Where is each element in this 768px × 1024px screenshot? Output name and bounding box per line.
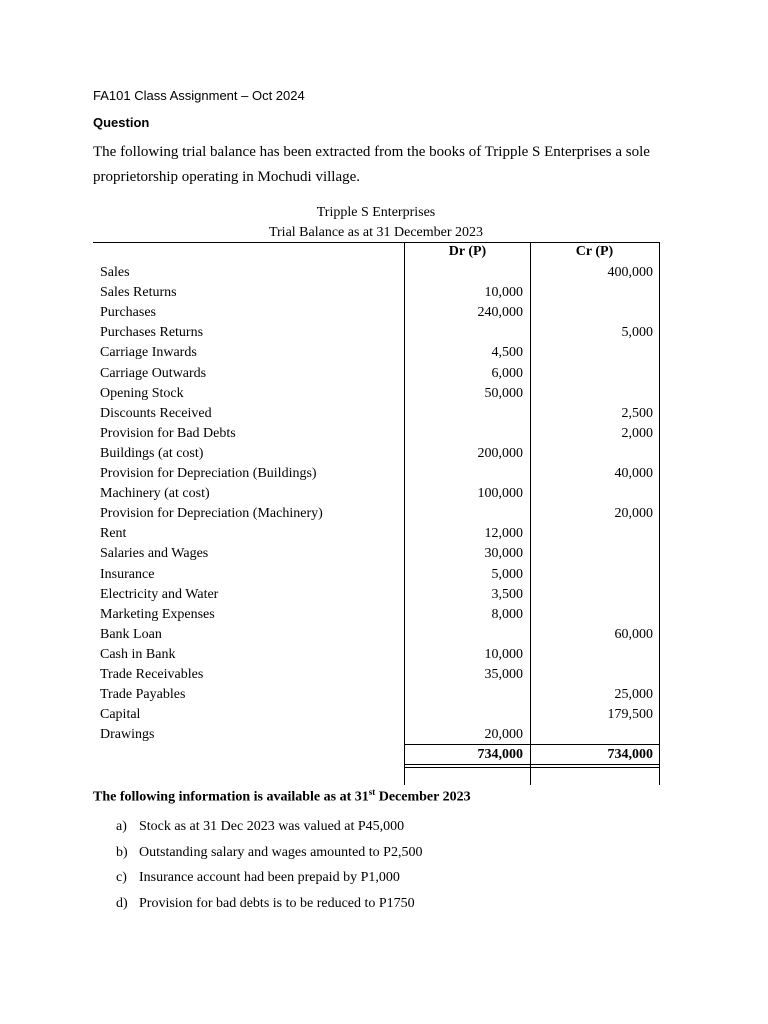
account-name: Sales Returns — [100, 285, 177, 301]
table-row — [0, 386, 768, 406]
dr-amount: 6,000 — [491, 365, 523, 381]
dr-amount: 200,000 — [477, 445, 523, 461]
account-name: Electricity and Water — [100, 586, 219, 602]
dr-amount: 35,000 — [484, 667, 523, 682]
table-row — [0, 727, 768, 747]
table-row — [0, 305, 768, 325]
dr-amount: 8,000 — [491, 606, 523, 622]
cr-amount: 5,000 — [621, 325, 653, 341]
total-dr: 734,000 — [477, 747, 523, 762]
account-name: Trade Payables — [100, 687, 186, 703]
dr-amount: 4,500 — [491, 345, 523, 361]
list-text: Insurance account had been prepaid by P1,000 — [139, 870, 400, 885]
trial-balance-title: Trial Balance as at 31 December 2023 — [268, 225, 484, 240]
cr-amount: 2,500 — [621, 405, 653, 421]
account-name: Insurance — [100, 566, 155, 582]
account-name: Provision for Depreciation (Buildings) — [100, 466, 317, 481]
cr-amount: 25,000 — [614, 687, 653, 703]
question-intro — [93, 140, 693, 190]
heading-text-pre: The following information is available as at 31 — [93, 789, 369, 805]
list-marker: c) — [116, 870, 127, 885]
table-row — [0, 506, 768, 526]
list-text: Stock as at 31 Dec 2023 was valued at P45,000 — [139, 819, 405, 834]
table-row — [0, 446, 768, 466]
intro-line-2: proprietorship operating in Mochudi village. — [93, 169, 361, 185]
account-name: Discounts Received — [100, 405, 212, 421]
list-text: Provision for bad debts is to be reduced to P1750 — [139, 895, 415, 911]
dr-amount: 20,000 — [484, 727, 523, 743]
account-name: Carriage Inwards — [100, 345, 197, 361]
company-name: Tripple S Enterprises — [316, 205, 436, 220]
dr-column-header: Dr (P) — [448, 244, 487, 259]
account-name: Cash in Bank — [100, 646, 176, 662]
account-name: Salaries and Wages — [100, 546, 209, 562]
table-row — [0, 325, 768, 345]
total-cr: 734,000 — [607, 747, 653, 762]
dr-amount: 10,000 — [484, 646, 523, 662]
cr-amount: 20,000 — [614, 506, 653, 522]
account-name: Drawings — [100, 727, 155, 743]
dr-amount: 10,000 — [484, 285, 523, 301]
table-top-rule — [93, 242, 660, 243]
table-row — [0, 667, 768, 687]
additional-info-heading — [93, 787, 471, 806]
list-marker: d) — [116, 895, 128, 911]
table-row — [0, 627, 768, 647]
dr-amount: 50,000 — [484, 385, 523, 401]
account-name: Provision for Bad Debts — [100, 425, 236, 441]
account-name: Opening Stock — [100, 385, 184, 401]
table-row — [0, 265, 768, 285]
dr-amount: 240,000 — [477, 305, 523, 321]
intro-line-1: The following trial balance has been extracted from the books of Tripple S Enterprises a sole — [93, 144, 650, 160]
total-bottom-rule-2 — [404, 767, 660, 768]
cr-amount: 400,000 — [607, 265, 653, 280]
account-name: Capital — [100, 707, 141, 723]
account-name: Purchases — [100, 305, 156, 321]
dr-amount: 3,500 — [491, 586, 523, 602]
table-row — [0, 707, 768, 727]
table-row — [0, 526, 768, 546]
account-name: Buildings (at cost) — [100, 445, 204, 461]
list-marker: b) — [116, 844, 128, 860]
heading-superscript: st — [368, 787, 376, 797]
question-label: Question — [93, 115, 150, 130]
table-row — [0, 587, 768, 607]
assignment-title: FA101 Class Assignment – Oct 2024 — [93, 88, 305, 103]
table-row — [0, 546, 768, 566]
account-name: Bank Loan — [100, 626, 162, 642]
account-name: Provision for Depreciation (Machinery) — [100, 506, 323, 522]
account-name: Machinery (at cost) — [100, 486, 210, 502]
table-row — [0, 486, 768, 506]
heading-text-post: December 2023 — [375, 789, 471, 805]
list-text: Outstanding salary and wages amounted to P2,500 — [139, 844, 423, 860]
list-marker: a) — [116, 819, 127, 834]
account-name: Carriage Outwards — [100, 365, 207, 381]
table-row — [0, 426, 768, 446]
dr-amount: 5,000 — [491, 566, 523, 582]
table-row — [0, 466, 768, 486]
table-row — [0, 285, 768, 305]
account-name: Marketing Expenses — [100, 606, 215, 622]
cr-column-header: Cr (P) — [575, 244, 614, 259]
dr-amount: 100,000 — [477, 486, 523, 502]
dr-amount: 30,000 — [484, 546, 523, 562]
cr-amount: 179,500 — [607, 707, 653, 723]
table-row — [0, 366, 768, 386]
account-name: Purchases Returns — [100, 325, 204, 341]
table-row — [0, 687, 768, 707]
account-name: Trade Receivables — [100, 667, 204, 682]
table-row — [0, 607, 768, 627]
cr-amount: 60,000 — [614, 626, 653, 642]
total-bottom-rule-1 — [404, 764, 660, 765]
cr-amount: 40,000 — [614, 466, 653, 481]
table-row — [0, 406, 768, 426]
table-row — [0, 345, 768, 365]
cr-amount: 2,000 — [621, 425, 653, 441]
table-row — [0, 567, 768, 587]
account-name: Rent — [100, 526, 127, 542]
account-name: Sales — [100, 265, 130, 280]
table-row — [0, 647, 768, 667]
dr-amount: 12,000 — [484, 526, 523, 542]
